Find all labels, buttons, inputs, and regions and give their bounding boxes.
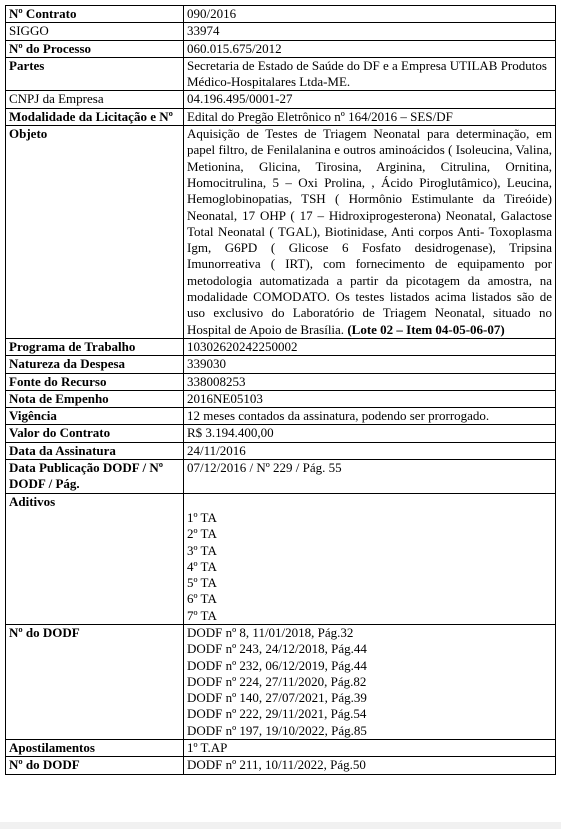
value-dodf2: DODF nº 211, 10/11/2022, Pág.50 [184,757,556,774]
row-programa [6,338,556,355]
value-programa: 10302620242250002 [184,338,556,355]
value-objeto [184,126,556,339]
contract-document [5,5,556,775]
contract-table [5,5,556,775]
row-fonte [6,373,556,390]
dodf-item: DODF nº 222, 29/11/2021, Pág.54 [187,706,367,722]
label-objeto: Objeto [6,126,184,339]
aditivo-item: 5º TA [187,575,217,591]
value-cnpj: 04.196.495/0001-27 [184,91,556,108]
row-cnpj [6,91,556,108]
value-dodf [184,624,556,739]
label-partes: Partes [6,57,184,91]
label-vigencia: Vigência [6,408,184,425]
label-dodf: Nº do DODF [6,624,184,739]
label-fonte: Fonte do Recurso [6,373,184,390]
label-empenho: Nota de Empenho [6,390,184,407]
value-partes: Secretaria de Estado de Saúde do DF e a Empresa UTILAB Produtos Médico-Hospitalares Ltda-ME. [184,57,556,91]
row-siggo [6,23,556,40]
label-assinatura: Data da Assinatura [6,442,184,459]
value-natureza: 339030 [184,356,556,373]
value-processo: 060.015.675/2012 [184,40,556,57]
value-apostilamentos: 1º T.AP [184,740,556,757]
dodf-item: DODF nº 197, 19/10/2022, Pág.85 [187,722,367,738]
value-publicacao: 07/12/2016 / Nº 229 / Pág. 55 [184,460,556,494]
row-contrato [6,6,556,23]
dodf-item: DODF nº 232, 06/12/2019, Pág.44 [187,657,367,673]
objeto-lote: (Lote 02 – Item 04-05-06-07) [347,321,505,337]
label-dodf2: Nº do DODF [6,757,184,774]
value-valor: R$ 3.194.400,00 [184,425,556,442]
aditivo-item: 4º TA [187,558,217,574]
row-empenho [6,390,556,407]
dodf-item: DODF nº 140, 27/07/2021, Pág.39 [187,690,367,706]
value-vigencia: 12 meses contados da assinatura, podendo ser prorrogado. [184,408,556,425]
label-apostilamentos: Apostilamentos [6,740,184,757]
row-objeto [6,126,556,339]
value-modalidade: Edital do Pregão Eletrônico nº 164/2016 – SES/DF [184,108,556,125]
dodf-item: DODF nº 224, 27/11/2020, Pág.82 [187,673,367,689]
row-dodf [6,624,556,739]
row-assinatura [6,442,556,459]
label-publicacao: Data Publicação DODF / Nº DODF / Pág. [6,460,184,494]
aditivo-item: 2º TA [187,526,217,542]
row-partes [6,57,556,91]
row-valor [6,425,556,442]
dodf-item: DODF nº 8, 11/01/2018, Pág.32 [187,624,354,640]
label-aditivos: Aditivos [6,493,184,624]
label-programa: Programa de Trabalho [6,338,184,355]
objeto-text: Aquisição de Testes de Triagem Neonatal para determinação, em papel filtro, de Fenilalanina e outros aminoácidos ( Isoleucina, Valina, Metionina, Glicina, Tirosina, Arginina, Citrulina, Ornitina, Homocitrulina, 5 – Oxi Prolina, , Ácido Piroglutâmico), Leucina, Hemoglobinopatias, TSH ( Hormônio Estimulante da Tireóide) Neonatal, 17 OHP ( 17 – Hidroxiprogesterona) Neonatal, Galactose Total Neonatal ( TGAL), Biotinidase, Anti corpos Anti- Toxoplasma Igm, G6PD ( Glicose 6 Fosfato desidrogenase), Tripsina Imunorreativa ( IRT), com fornecimento de equipamento por metodologia automatizada a partir da picotagem da amostra, na modalidade COMODATO. Os testes listados acima listados são de uso exclusivo do Laboratório de Triagem Neonatal, situado no Hospital de Apoio de Brasília. [187,126,552,337]
value-aditivos [184,493,556,624]
label-cnpj: CNPJ da Empresa [6,91,184,108]
aditivo-item: 6º TA [187,591,217,607]
row-vigencia [6,408,556,425]
label-processo: Nº do Processo [6,40,184,57]
aditivo-item: 3º TA [187,542,217,558]
value-contrato: 090/2016 [184,6,556,23]
row-publicacao [6,460,556,494]
aditivos-blank [187,494,552,510]
value-empenho: 2016NE05103 [184,390,556,407]
value-assinatura: 24/11/2016 [184,442,556,459]
row-modalidade [6,108,556,125]
row-dodf2 [6,757,556,774]
label-contrato: Nº Contrato [6,6,184,23]
dodf-item: DODF nº 243, 24/12/2018, Pág.44 [187,641,367,657]
row-apostilamentos [6,740,556,757]
value-siggo: 33974 [184,23,556,40]
row-processo [6,40,556,57]
label-siggo: SIGGO [6,23,184,40]
aditivo-item: 7º TA [187,607,217,623]
page-bottom-strip [0,822,561,829]
row-natureza [6,356,556,373]
label-valor: Valor do Contrato [6,425,184,442]
label-modalidade: Modalidade da Licitação e Nº [6,108,184,125]
aditivo-item: 1º TA [187,509,217,525]
label-natureza: Natureza da Despesa [6,356,184,373]
row-aditivos [6,493,556,624]
value-fonte: 338008253 [184,373,556,390]
